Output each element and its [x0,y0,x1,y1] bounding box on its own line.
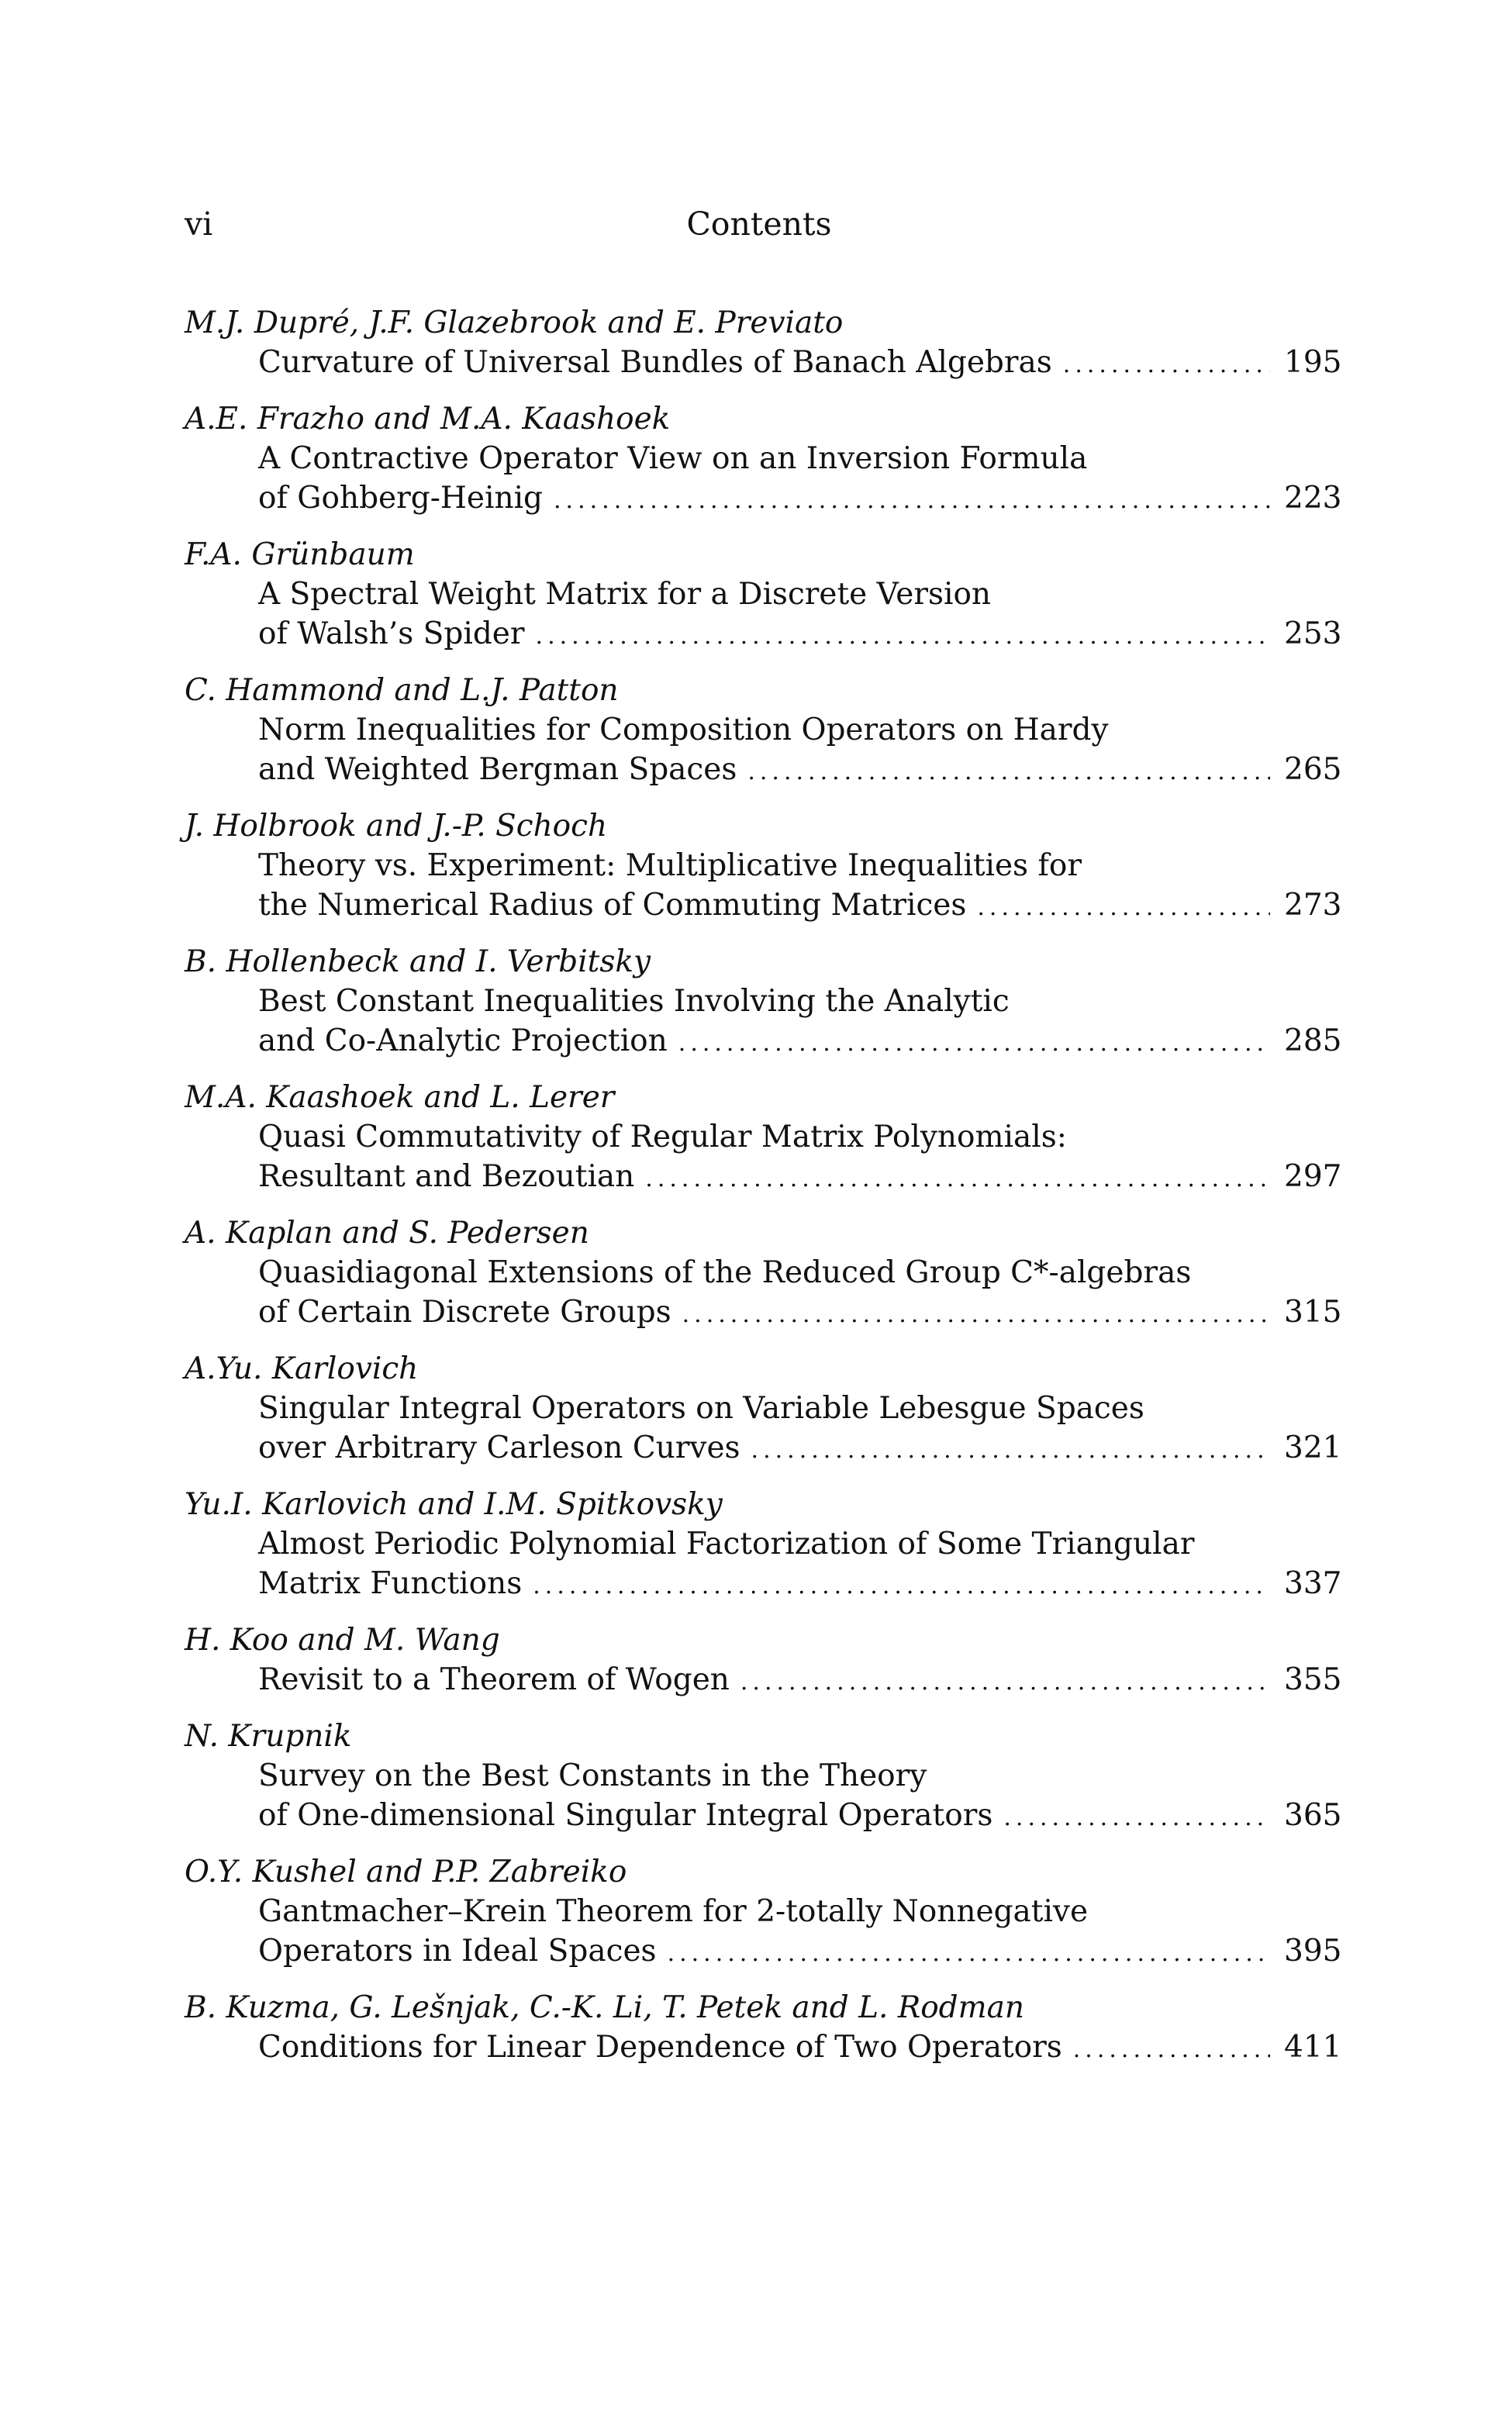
toc-entry-page-number: 321 [1284,1430,1342,1465]
toc-entry [185,1485,1342,1606]
dot-leader [1063,345,1270,385]
dot-leader [747,752,1270,792]
toc-entry-title-last-line [185,478,1342,520]
toc-entry-title-last-line [185,1292,1342,1334]
book-page [185,205,1342,2084]
toc-entry-title-line: of Gohberg-Heinig [258,481,544,516]
toc-entry-title-line: Revisit to a Theorem of Wogen [258,1662,730,1697]
toc-entry-page-number: 285 [1284,1023,1342,1058]
toc-entry-authors: N. Krupnik [185,1719,352,1754]
toc-entry [185,303,1342,385]
toc-entry-title-line: A Contractive Operator View on an Inversion Formula [258,441,1088,476]
toc-entry [185,942,1342,1063]
toc-entry [185,399,1342,520]
toc-entry-title-line: and Co-Analytic Projection [258,1023,668,1058]
toc-entry-page-number: 253 [1284,616,1342,651]
toc-entry-page-number: 273 [1284,888,1342,923]
dot-leader [554,481,1270,520]
toc-entry [185,1988,1342,2069]
dot-leader [668,1934,1270,1973]
dot-leader [682,1295,1270,1334]
dot-leader [740,1662,1270,1702]
toc-entry-page-number: 355 [1284,1662,1342,1697]
toc-entry-page-number: 223 [1284,481,1342,516]
toc-entry-authors: B. Kuzma, G. Lešnjak, C.-K. Li, T. Petek and L. Rodman [185,1990,1024,2025]
running-title: Contents [686,205,832,243]
dot-leader [1003,1798,1270,1838]
dot-leader [751,1430,1270,1470]
toc-entry-title-line: Singular Integral Operators on Variable Lebesgue Spaces [258,1391,1144,1426]
toc-entry-title-last-line [185,1428,1342,1470]
toc-entry-authors: M.A. Kaashoek and L. Lerer [185,1080,615,1115]
toc-entry-authors: H. Koo and M. Wang [185,1623,500,1658]
toc-entry-title-line: the Numerical Radius of Commuting Matrices [258,888,967,923]
running-header [185,205,1334,244]
toc-entry-title-line: of Certain Discrete Groups [258,1295,671,1330]
toc-entry-title-line: of One-dimensional Singular Integral Operators [258,1798,993,1833]
toc-entry-page-number: 337 [1284,1566,1342,1601]
toc-entry-title-line: Curvature of Universal Bundles of Banach Algebras [258,345,1052,380]
dot-leader [1073,2030,1270,2069]
toc-entry-authors: A.Yu. Karlovich [185,1351,419,1386]
toc-entry-title-line: Norm Inequalities for Composition Operators on Hardy [258,713,1109,747]
toc-entry-title-last-line [185,885,1342,927]
toc-entry-authors: B. Hollenbeck and I. Verbitsky [185,944,651,979]
toc-entry [185,535,1342,656]
toc-entry-title-line: Matrix Functions [258,1566,523,1601]
toc-entry-title-last-line [185,1021,1342,1063]
toc-entry-title-line: over Arbitrary Carleson Curves [258,1430,740,1465]
toc-entry-authors: C. Hammond and L.J. Patton [185,673,619,708]
toc-entry [185,1213,1342,1334]
toc-entry-authors: M.J. Dupré, J.F. Glazebrook and E. Previato [185,305,844,340]
toc-entry-title-line: Survey on the Best Constants in the Theory [258,1758,927,1793]
toc-entry [185,1717,1342,1838]
toc-entry [185,671,1342,792]
page-number: vi [185,205,213,243]
toc-entry-authors: F.A. Grünbaum [185,537,415,572]
toc-entry-page-number: 365 [1284,1798,1342,1833]
table-of-contents [185,303,1342,2069]
toc-entry-title-line: Conditions for Linear Dependence of Two Operators [258,2030,1062,2065]
toc-entry-title-line: Resultant and Bezoutian [258,1159,635,1194]
toc-entry-title-line: Quasidiagonal Extensions of the Reduced Group C*-algebras [258,1255,1192,1290]
toc-entry-title-last-line [185,2027,1342,2069]
dot-leader [533,1566,1270,1606]
toc-entry-page-number: 297 [1284,1159,1342,1194]
toc-entry-title-line: A Spectral Weight Matrix for a Discrete Version [258,577,992,612]
dot-leader [678,1023,1270,1063]
toc-entry-page-number: 315 [1284,1295,1342,1330]
toc-entry-title-line: Almost Periodic Polynomial Factorization of Some Triangular [258,1527,1195,1562]
toc-entry-page-number: 395 [1284,1934,1342,1969]
toc-entry-title-line: of Walsh’s Spider [258,616,525,651]
toc-entry-authors: O.Y. Kushel and P.P. Zabreiko [185,1855,627,1889]
toc-entry-title-line: Quasi Commutativity of Regular Matrix Polynomials: [258,1120,1067,1154]
toc-entry-title-last-line [185,1564,1342,1606]
toc-entry-title-last-line [185,1796,1342,1838]
toc-entry [185,1349,1342,1470]
toc-entry-title-line: Best Constant Inequalities Involving the Analytic [258,984,1010,1019]
toc-entry-title-last-line [185,1157,1342,1199]
toc-entry-title-last-line [185,750,1342,792]
toc-entry-title-line: and Weighted Bergman Spaces [258,752,737,787]
toc-entry [185,1620,1342,1702]
toc-entry-authors: J. Holbrook and J.-P. Schoch [185,809,608,844]
dot-leader [536,616,1270,656]
toc-entry-authors: Yu.I. Karlovich and I.M. Spitkovsky [185,1487,723,1522]
toc-entry-title-last-line [185,1660,1342,1702]
toc-entry-page-number: 195 [1284,345,1342,380]
toc-entry-page-number: 411 [1284,2030,1342,2065]
toc-entry [185,1852,1342,1973]
toc-entry-authors: A. Kaplan and S. Pedersen [185,1216,589,1251]
toc-entry-page-number: 265 [1284,752,1342,787]
toc-entry-authors: A.E. Frazho and M.A. Kaashoek [185,402,671,437]
toc-entry-title-line: Theory vs. Experiment: Multiplicative Inequalities for [258,848,1082,883]
toc-entry-title-last-line [185,614,1342,656]
toc-entry-title-last-line [185,1931,1342,1973]
dot-leader [645,1159,1270,1199]
toc-entry-title-line: Operators in Ideal Spaces [258,1934,657,1969]
dot-leader [977,888,1270,927]
toc-entry [185,806,1342,927]
toc-entry-title-last-line [185,343,1342,385]
toc-entry-title-line: Gantmacher–Krein Theorem for 2-totally Nonnegative [258,1894,1089,1929]
toc-entry [185,1078,1342,1199]
